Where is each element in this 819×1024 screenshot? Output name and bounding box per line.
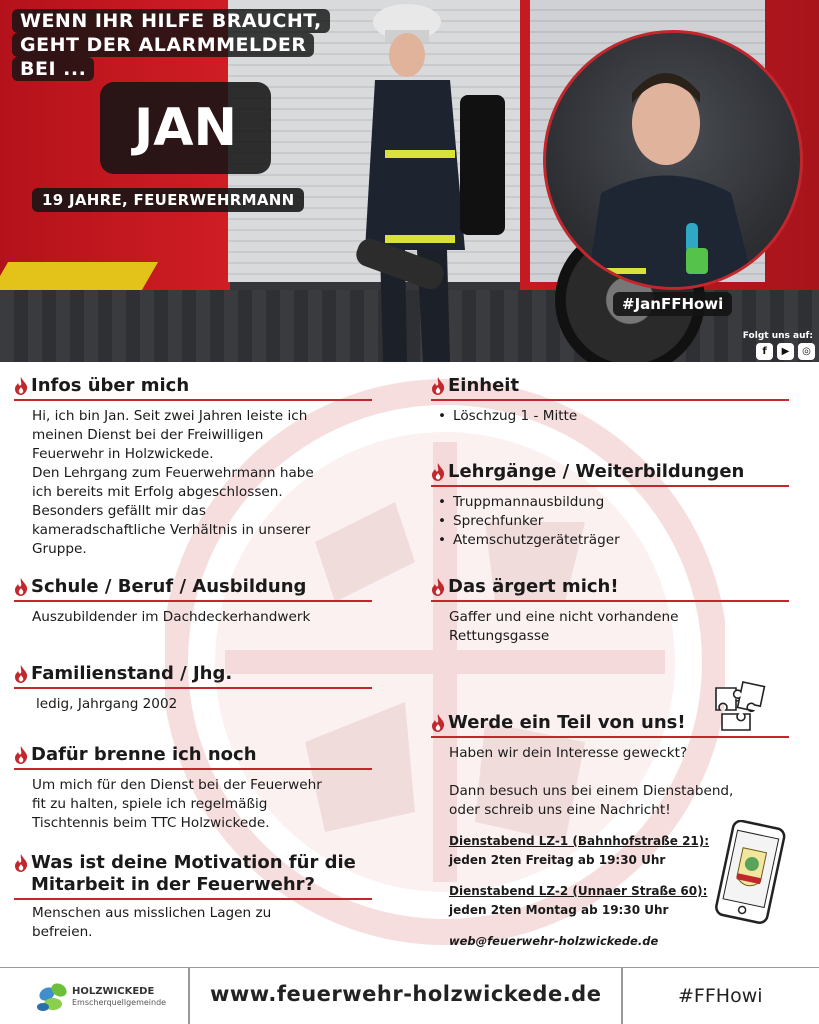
flame-icon — [14, 578, 28, 596]
smartphone-icon — [708, 820, 794, 926]
hashtag-badge: #JanFFHowi — [613, 292, 732, 316]
section-body: Auszubildender im Dachdeckerhandwerk — [32, 609, 311, 625]
section-familie — [14, 663, 372, 714]
flame-icon — [431, 578, 445, 596]
section-rule — [14, 600, 372, 602]
email-link[interactable]: web@feuerwehr-holzwickede.de — [449, 934, 659, 948]
section-title-line-2: Mitarbeit in der Feuerwehr? — [31, 874, 315, 895]
section-rule — [14, 687, 372, 689]
section-rule — [431, 736, 789, 738]
list-item: • Löschzug 1 - Mitte — [453, 407, 789, 426]
flame-icon — [14, 746, 28, 764]
text-line: meinen Dienst bei der Freiwilligen — [32, 427, 264, 443]
section-infos — [14, 375, 372, 559]
text-line: Besonders gefällt mir das — [32, 503, 206, 519]
lz2-label: Dienstabend LZ-2 (Unnaer Straße 60): — [449, 884, 708, 898]
section-title-line-1: Was ist deine Motivation für die — [31, 852, 356, 873]
section-rule — [431, 485, 789, 487]
section-title: Schule / Beruf / Ausbildung — [31, 576, 307, 597]
section-title: Das ärgert mich! — [448, 576, 619, 597]
flame-icon — [14, 665, 28, 683]
section-body — [431, 608, 789, 646]
list-item: • Truppmannausbildung — [453, 493, 789, 512]
lz1-time: jeden 2ten Freitag ab 19:30 Uhr — [449, 853, 666, 867]
headline-line-2: GEHT DER ALARMMELDER — [12, 33, 314, 57]
text-line: Hi, ich bin Jan. Seit zwei Jahren leiste ich — [32, 408, 308, 424]
text-line: Rettungsgasse — [449, 628, 550, 644]
flame-icon — [431, 714, 445, 732]
section-rule — [431, 600, 789, 602]
reflective-stripe — [0, 262, 158, 290]
firefighter-figure — [355, 0, 515, 362]
portrait-figure — [546, 33, 803, 290]
section-body — [431, 407, 789, 426]
section-lehrgaenge — [431, 461, 789, 550]
instagram-icon[interactable]: ◎ — [798, 343, 815, 360]
section-rule — [14, 898, 372, 900]
holzwickede-logo-icon — [34, 978, 72, 1016]
text-line: fit zu halten, spiele ich regelmäßig — [32, 796, 268, 812]
section-title: Lehrgänge / Weiterbildungen — [448, 461, 745, 482]
logo-name: HOLZWICKEDE — [72, 986, 155, 997]
section-title: Einheit — [448, 375, 520, 396]
text-line: Feuerwehr in Holzwickede. — [32, 446, 214, 462]
section-schule — [14, 576, 372, 627]
footer-divider — [188, 968, 190, 1024]
section-rule — [14, 768, 372, 770]
section-motivation — [14, 852, 372, 942]
section-title: Familienstand / Jhg. — [31, 663, 233, 684]
age-role: 19 JAHRE, FEUERWEHRMANN — [32, 188, 304, 212]
section-body — [14, 407, 372, 559]
list-item: • Sprechfunker — [453, 512, 789, 531]
follow-label: Folgt uns auf: — [742, 331, 813, 341]
section-title: Infos über mich — [31, 375, 190, 396]
headline — [12, 9, 330, 81]
text-line: kameradschaftliche Verhältnis in unserer — [32, 522, 311, 538]
flame-icon — [431, 463, 445, 481]
flame-icon — [14, 377, 28, 395]
section-einheit — [431, 375, 789, 426]
course-list — [431, 493, 789, 550]
flame-icon — [14, 854, 28, 872]
text-line: Dann besuch uns bei einem Dienstabend, — [449, 783, 734, 799]
section-body: ledig, Jahrgang 2002 — [36, 696, 178, 712]
text-line: Gaffer und eine nicht vorhandene — [449, 609, 679, 625]
section-aergert — [431, 576, 789, 646]
facebook-icon[interactable]: f — [756, 343, 773, 360]
section-rule — [431, 399, 789, 401]
text-line: Um mich für den Dienst bei der Feuerwehr — [32, 777, 322, 793]
headline-line-1: WENN IHR HILFE BRAUCHT, — [12, 9, 330, 33]
section-body — [431, 493, 789, 550]
section-title: Dafür brenne ich noch — [31, 744, 257, 765]
text-line: befreien. — [32, 924, 93, 940]
section-body — [14, 904, 372, 942]
flame-icon — [431, 377, 445, 395]
text-line: Gruppe. — [32, 541, 87, 557]
section-rule — [14, 399, 372, 401]
hero-photo — [0, 0, 819, 362]
footer — [0, 967, 819, 1024]
member-name: JAN — [100, 82, 271, 174]
footer-hashtag: #FFHowi — [678, 985, 763, 1007]
youtube-icon[interactable]: ▶ — [777, 343, 794, 360]
text-line: ich bereits mit Erfolg abgeschlossen. — [32, 484, 283, 500]
section-body — [14, 776, 372, 833]
section-brenne — [14, 744, 372, 833]
list-item: • Atemschutzgeräteträger — [453, 531, 789, 550]
lz2-time: jeden 2ten Montag ab 19:30 Uhr — [449, 903, 669, 917]
website-link[interactable]: www.feuerwehr-holzwickede.de — [210, 982, 602, 1006]
lz1-label: Dienstabend LZ-1 (Bahnhofstraße 21): — [449, 834, 710, 848]
unit-list — [431, 407, 789, 426]
text-line: Haben wir dein Interesse geweckt? — [449, 745, 688, 761]
text-line: oder schreib uns eine Nachricht! — [449, 802, 671, 818]
section-title: Werde ein Teil von uns! — [448, 712, 686, 733]
logo-subtitle: Emscherquellgemeinde — [72, 998, 167, 1007]
portrait-photo — [543, 30, 803, 290]
footer-divider — [621, 968, 623, 1024]
headline-line-3: BEI ... — [12, 57, 94, 81]
social-links — [756, 343, 815, 360]
text-line: Menschen aus misslichen Lagen zu — [32, 905, 272, 921]
text-line: Tischtennis beim TTC Holzwickede. — [32, 815, 270, 831]
text-line: Den Lehrgang zum Feuerwehrmann habe — [32, 465, 314, 481]
